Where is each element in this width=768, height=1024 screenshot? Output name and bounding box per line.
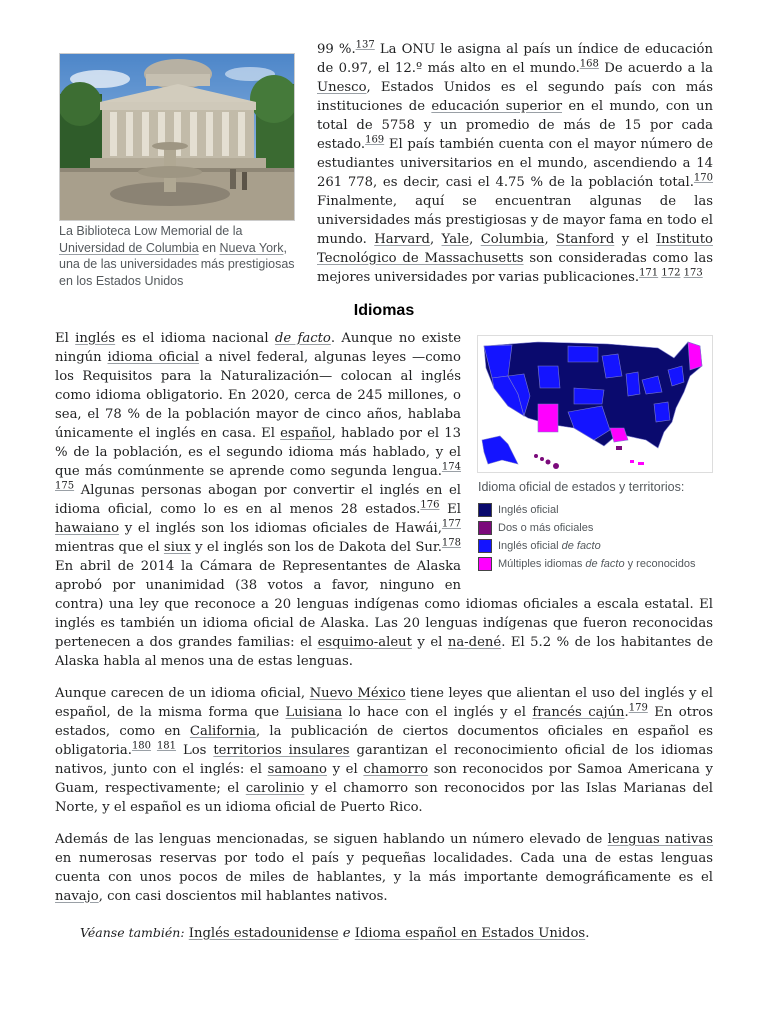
library-photo[interactable]	[59, 53, 295, 221]
text: . El 5.2 % de los habitantes de Alaska habla al menos una de estas lenguas.	[55, 635, 713, 669]
link-ingles[interactable]: inglés	[75, 331, 116, 346]
ref-174[interactable]: 174	[441, 461, 461, 473]
link-carolinio[interactable]: carolinio	[245, 781, 305, 796]
link-nuevo-mexico[interactable]: Nuevo México	[309, 686, 406, 701]
legend-text: Múltiples idiomas	[498, 557, 586, 570]
link-harvard[interactable]: Harvard	[374, 232, 430, 247]
legend-item-multiple-de-facto	[477, 555, 713, 573]
us-language-map[interactable]	[477, 335, 713, 473]
link-chamorro[interactable]: chamorro	[363, 762, 429, 777]
text: y el chamorro son reconocidos por las Islas Marianas del Norte, y el español es un idioma oficial de Puerto Rico.	[55, 781, 714, 815]
caption-text: La Biblioteca Low Memorial de la	[59, 224, 243, 238]
link-lenguas-nativas[interactable]: lenguas nativas	[607, 832, 713, 847]
link-idioma-oficial[interactable]: idioma oficial	[107, 350, 199, 365]
ref-171[interactable]: 171	[639, 267, 659, 279]
language-map-figure	[477, 335, 713, 573]
legend-swatch	[478, 539, 492, 553]
text: Aunque carecen de un idioma oficial,	[55, 686, 310, 701]
text: lo hace con el inglés y el	[342, 705, 533, 720]
see-also-label: Véanse también:	[80, 925, 185, 940]
link-educacion-superior[interactable]: educación superior	[431, 99, 563, 114]
text: y el	[411, 635, 448, 650]
legend-text-em: de facto	[561, 539, 601, 552]
text: La ONU le asigna al país un índice de educación de 0.97, el 12.º más alto en el mundo.	[317, 42, 713, 76]
ref-180[interactable]: 180	[131, 740, 152, 752]
text: .	[624, 705, 629, 720]
text: son consideradas como las mejores universidades por varias publicaciones.	[317, 251, 714, 285]
ref-172[interactable]: 172	[661, 267, 681, 279]
legend-text: Inglés oficial	[498, 539, 562, 552]
legend-label: Inglés oficial	[498, 503, 559, 516]
article-body	[55, 40, 713, 943]
link-yale[interactable]: Yale	[441, 232, 470, 247]
legend-swatch	[478, 521, 492, 535]
caption-text: en	[198, 240, 220, 255]
ref-176[interactable]: 176	[420, 499, 440, 511]
text: En abril de 2014 la Cámara de Representantes de Alaska aprobó por unanimidad (38 votos a favor, ninguno en contra) una ley que reconoce a 20 lenguas indígenas como idiomas oficiales a escala estatal. El inglés es también un idioma oficial de Alaska. Las 20 lenguas indígenas que fueron reconocidas pertenecen a dos grandes familias: el	[55, 559, 713, 650]
ref-169[interactable]: 169	[365, 134, 385, 146]
text: en el mundo, con un total de 5758 y un promedio de más de 15 por cada estado.	[317, 99, 713, 152]
link-samoano[interactable]: samoano	[267, 762, 327, 777]
text: y el inglés son los de Dakota del Sur.	[190, 540, 442, 555]
link-stanford[interactable]: Stanford	[556, 232, 615, 247]
section-heading-idiomas: Idiomas	[353, 302, 415, 319]
text: es el idioma nacional	[115, 331, 275, 346]
text: , hablado por el 13 % de la población, es el segundo idioma más hablado, y el que más comúnmente se aprende como segunda lengua.	[55, 426, 461, 479]
text: Además de las lenguas mencionadas, se siguen hablando un número elevado de	[55, 832, 608, 847]
text: Los	[176, 743, 214, 758]
legend-label	[498, 555, 696, 574]
text: y el inglés son los idiomas oficiales de Hawái,	[119, 521, 442, 536]
link-universidad-columbia[interactable]: Universidad de Columbia	[59, 240, 199, 255]
text: El país también cuenta con el mayor número de estudiantes universitarios en el mundo, ascendiendo a 14 261 778, es decir, casi el 4.75 % de la población total.	[317, 137, 713, 190]
idiomas-paragraph-2	[55, 684, 713, 817]
link-na-dene[interactable]: na-dené	[447, 635, 502, 650]
ref-170[interactable]: 170	[693, 172, 713, 184]
legend-label	[498, 537, 601, 556]
link-de-facto[interactable]: de facto	[274, 331, 331, 346]
legend-label: Dos o más oficiales	[498, 521, 594, 534]
legend-swatch	[478, 557, 492, 571]
link-hawaiano[interactable]: hawaiano	[55, 521, 120, 536]
text: El	[439, 502, 461, 517]
text: El	[55, 331, 76, 346]
text: , la publicación de ciertos documentos oficiales en español es obligatoria.	[55, 724, 713, 758]
text: ,	[469, 232, 481, 247]
link-territorios-insulares[interactable]: territorios insulares	[213, 743, 350, 758]
link-california[interactable]: California	[189, 724, 256, 739]
text: , Estados Unidos es el segundo país con más instituciones de	[317, 80, 713, 114]
legend-swatch	[478, 503, 492, 517]
text: En otros estados, como en	[55, 705, 713, 739]
link-nueva-york[interactable]: Nueva York	[219, 240, 284, 255]
text: y el	[326, 762, 364, 777]
link-idioma-espanol-eeuu[interactable]: Idioma español en Estados Unidos	[354, 926, 586, 941]
link-ingles-estadounidense[interactable]: Inglés estadounidense	[188, 926, 339, 941]
text: ,	[429, 232, 442, 247]
link-navajo[interactable]: navajo	[55, 889, 99, 904]
library-figure	[59, 53, 295, 289]
text: .	[585, 926, 590, 941]
text: son reconocidos por Samoa Americana y Guam, respectivamente; el	[55, 762, 713, 796]
legend-item-official-english	[477, 501, 713, 519]
caption-text: , una de las universidades más prestigiosas en los Estados Unidos	[59, 240, 295, 288]
legend-item-multiple-official	[477, 519, 713, 537]
link-mit[interactable]: Instituto Tecnológico de Massachusetts	[317, 232, 713, 266]
text: Algunas personas abogan por convertir el inglés en el idioma oficial, como lo es en al menos 28 estados.	[55, 483, 461, 517]
text: De acuerdo a la	[598, 61, 713, 76]
link-columbia[interactable]: Columbia	[480, 232, 545, 247]
legend-text: y reconocidos	[624, 557, 696, 570]
text: 99 %.	[317, 42, 356, 57]
see-also-conj: e	[338, 926, 355, 941]
text: , con casi doscientos mil hablantes nativos.	[98, 889, 388, 904]
text: a nivel federal, algunas leyes —como los Requisitos para la Naturalización— colocan al inglés como idioma obligatorio. En 2020, cerca de 245 millones, o sea, el 78 % de la población mayor de cinco años, hablaba únicamente el inglés en casa. El	[55, 350, 461, 441]
legend-text-em: de facto	[585, 557, 625, 570]
link-luisiana[interactable]: Luisiana	[285, 705, 343, 720]
text: en numerosas reservas por todo el país y pequeñas localidades. Cada una de estas lenguas cuenta con unos pocos de miles de hablantes, y la más importante demográficamente es el	[55, 851, 713, 885]
library-caption	[59, 223, 295, 289]
text: garantizan el reconocimiento oficial de los idiomas nativos, junto con el inglés: el	[55, 743, 713, 777]
idiomas-paragraph-3	[55, 830, 713, 906]
link-espanol[interactable]: español	[280, 426, 332, 441]
map-caption: Idioma oficial de estados y territorios:	[478, 480, 685, 494]
text: y el	[614, 232, 656, 247]
link-frances-cajun[interactable]: francés cajún	[532, 705, 625, 720]
ref-178[interactable]: 178	[441, 537, 461, 549]
ref-137[interactable]: 137	[355, 39, 375, 51]
text: tiene leyes que alientan el uso del inglés y el español, de la misma forma que	[55, 686, 713, 720]
link-unesco[interactable]: Unesco	[317, 80, 367, 95]
text: ,	[544, 232, 557, 247]
legend-item-english-de-facto	[477, 537, 713, 555]
ref-181[interactable]: 181	[156, 740, 177, 752]
link-esquimo-aleut[interactable]: esquimo-aleut	[317, 635, 412, 650]
text: Finalmente, aquí se encuentran algunas de las universidades más prestigiosas y de mayor fama en todo el mundo.	[317, 194, 713, 247]
ref-175[interactable]: 175	[55, 480, 75, 492]
text: mientras que el	[55, 540, 164, 555]
link-siux[interactable]: siux	[163, 540, 191, 555]
ref-177[interactable]: 177	[441, 518, 461, 530]
see-also	[80, 923, 713, 943]
ref-168[interactable]: 168	[579, 58, 599, 70]
ref-173[interactable]: 173	[683, 267, 703, 279]
ref-179[interactable]: 179	[628, 702, 648, 714]
text: . Aunque no existe ningún	[55, 331, 461, 365]
